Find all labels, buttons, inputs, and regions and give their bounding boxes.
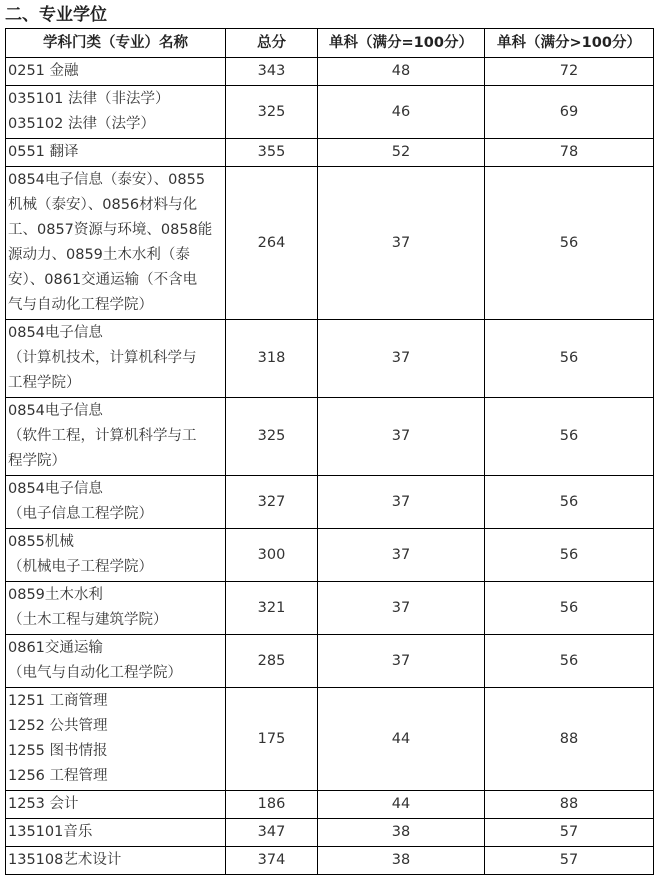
cell-single-subject-100: 44 — [318, 791, 485, 819]
cell-discipline-name — [6, 688, 226, 791]
table-header-row — [6, 29, 654, 58]
cell-total-score: 264 — [226, 167, 318, 320]
cell-discipline-name — [6, 791, 226, 819]
table-row — [6, 398, 654, 476]
cell-single-subject-over-100: 56 — [485, 167, 654, 320]
cell-single-subject-100: 38 — [318, 819, 485, 847]
discipline-name-line: 0854电子信息 — [8, 325, 103, 341]
discipline-name-line: （土木工程与建筑学院） — [8, 612, 168, 628]
discipline-name-line: 源动力、0859土木水利（泰 — [8, 247, 190, 263]
discipline-name-line: 0854电子信息（泰安）、0855 — [8, 172, 206, 188]
cell-single-subject-over-100: 88 — [485, 688, 654, 791]
cell-discipline-name — [6, 398, 226, 476]
discipline-name-line: 工程学院） — [8, 375, 81, 391]
cell-single-subject-100: 37 — [318, 320, 485, 398]
cell-total-score: 186 — [226, 791, 318, 819]
cell-discipline-name — [6, 139, 226, 167]
discipline-name-line: 0854电子信息 — [8, 403, 103, 419]
cell-total-score: 175 — [226, 688, 318, 791]
table-row — [6, 58, 654, 86]
cell-discipline-name — [6, 167, 226, 320]
discipline-name-line: （计算机技术，计算机科学与 — [8, 350, 197, 366]
discipline-name-line: 035102 法律（法学） — [8, 116, 155, 132]
table-row — [6, 635, 654, 688]
cell-discipline-name — [6, 529, 226, 582]
table-row — [6, 476, 654, 529]
cell-single-subject-100: 37 — [318, 529, 485, 582]
discipline-name-line: 安）、0861交通运输（不含电 — [8, 272, 198, 288]
cell-single-subject-over-100: 56 — [485, 529, 654, 582]
table-row — [6, 847, 654, 875]
cell-discipline-name — [6, 86, 226, 139]
cell-total-score: 327 — [226, 476, 318, 529]
discipline-name-line: 135101音乐 — [8, 824, 93, 840]
table-row — [6, 86, 654, 139]
cell-discipline-name — [6, 819, 226, 847]
cell-total-score: 325 — [226, 398, 318, 476]
cell-total-score: 285 — [226, 635, 318, 688]
cell-single-subject-100: 44 — [318, 688, 485, 791]
discipline-name-line: 机械（泰安）、0856材料与化 — [8, 197, 198, 213]
cell-single-subject-over-100: 56 — [485, 398, 654, 476]
discipline-name-line: 1256 工程管理 — [8, 768, 108, 784]
discipline-name-line: 1255 图书情报 — [8, 743, 108, 759]
cell-discipline-name — [6, 476, 226, 529]
cell-total-score: 374 — [226, 847, 318, 875]
cell-single-subject-100: 48 — [318, 58, 485, 86]
table-row — [6, 688, 654, 791]
header-single-subject-over-100: 单科（满分>100分） — [485, 29, 654, 58]
cell-total-score: 347 — [226, 819, 318, 847]
cell-single-subject-100: 37 — [318, 582, 485, 635]
discipline-name-line: 035101 法律（非法学） — [8, 91, 170, 107]
discipline-name-line: 0855机械 — [8, 534, 74, 550]
cell-discipline-name — [6, 847, 226, 875]
cell-discipline-name — [6, 635, 226, 688]
section-title: 二、专业学位 — [5, 5, 107, 25]
cell-single-subject-100: 38 — [318, 847, 485, 875]
header-single-subject-100: 单科（满分=100分） — [318, 29, 485, 58]
cell-single-subject-over-100: 56 — [485, 635, 654, 688]
cell-single-subject-100: 37 — [318, 398, 485, 476]
discipline-name-line: 程学院） — [8, 453, 66, 469]
cell-total-score: 325 — [226, 86, 318, 139]
cell-discipline-name — [6, 58, 226, 86]
cell-single-subject-100: 52 — [318, 139, 485, 167]
table-row — [6, 320, 654, 398]
cell-single-subject-100: 37 — [318, 476, 485, 529]
cell-single-subject-over-100: 57 — [485, 847, 654, 875]
discipline-name-line: 135108艺术设计 — [8, 852, 122, 868]
cell-total-score: 300 — [226, 529, 318, 582]
cell-single-subject-over-100: 56 — [485, 320, 654, 398]
cell-single-subject-over-100: 78 — [485, 139, 654, 167]
discipline-name-line: 0859土木水利 — [8, 587, 103, 603]
discipline-name-line: （软件工程，计算机科学与工 — [8, 428, 197, 444]
cell-total-score: 318 — [226, 320, 318, 398]
discipline-name-line: 0861交通运输 — [8, 640, 103, 656]
cell-single-subject-over-100: 69 — [485, 86, 654, 139]
cell-single-subject-over-100: 72 — [485, 58, 654, 86]
table-row — [6, 167, 654, 320]
discipline-name-line: 工、0857资源与环境、0858能 — [8, 222, 213, 238]
header-total-score: 总分 — [226, 29, 318, 58]
discipline-name-line: 1252 公共管理 — [8, 718, 108, 734]
discipline-name-line: （电子信息工程学院） — [8, 506, 153, 522]
discipline-name-line: 0854电子信息 — [8, 481, 103, 497]
cell-single-subject-100: 37 — [318, 167, 485, 320]
table-row — [6, 819, 654, 847]
table-row — [6, 791, 654, 819]
discipline-name-line: 1251 工商管理 — [8, 693, 108, 709]
cell-total-score: 343 — [226, 58, 318, 86]
discipline-name-line: （机械电子工程学院） — [8, 559, 153, 575]
discipline-name-line: 0251 金融 — [8, 63, 79, 79]
table-row — [6, 529, 654, 582]
cell-single-subject-over-100: 57 — [485, 819, 654, 847]
cell-single-subject-100: 46 — [318, 86, 485, 139]
discipline-name-line: 气与自动化工程学院） — [8, 297, 153, 313]
discipline-name-line: 1253 会计 — [8, 796, 79, 812]
cell-single-subject-over-100: 88 — [485, 791, 654, 819]
score-table — [5, 28, 654, 875]
discipline-name-line: 0551 翻译 — [8, 144, 79, 160]
table-body — [6, 58, 654, 875]
cell-discipline-name — [6, 320, 226, 398]
cell-single-subject-100: 37 — [318, 635, 485, 688]
cell-total-score: 355 — [226, 139, 318, 167]
cell-total-score: 321 — [226, 582, 318, 635]
table-row — [6, 582, 654, 635]
table-row — [6, 139, 654, 167]
cell-single-subject-over-100: 56 — [485, 582, 654, 635]
cell-discipline-name — [6, 582, 226, 635]
header-discipline-name: 学科门类（专业）名称 — [6, 29, 226, 58]
discipline-name-line: （电气与自动化工程学院） — [8, 665, 182, 681]
cell-single-subject-over-100: 56 — [485, 476, 654, 529]
